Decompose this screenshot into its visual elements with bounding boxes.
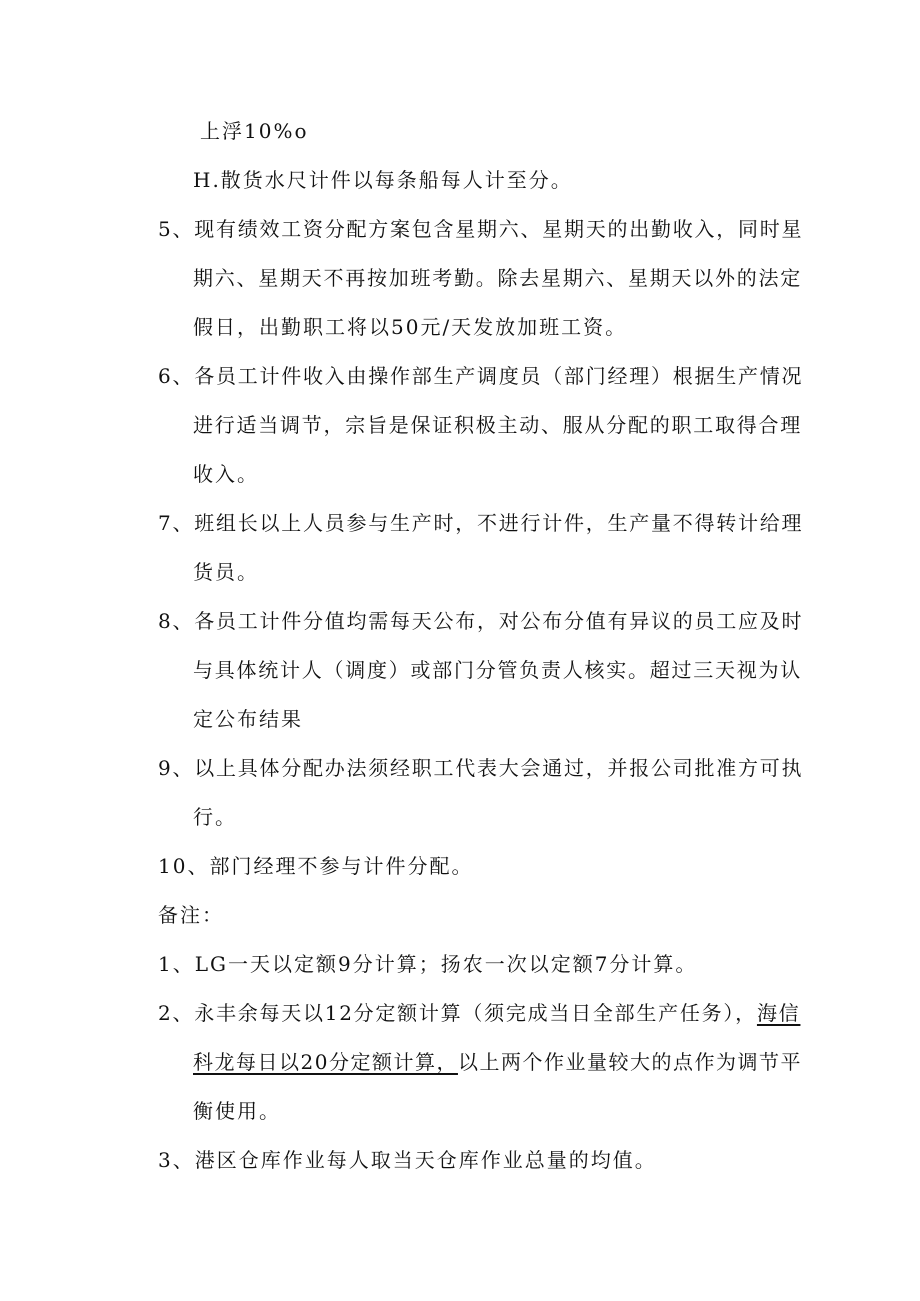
line-item-5-b: 期六、星期天不再按加班考勤。除去星期六、星期天以外的法定: [193, 266, 802, 290]
line-item-7-b: 货员。: [193, 560, 259, 584]
line-item-8-c: 定公布结果: [193, 707, 303, 731]
line-item-8-b: 与具体统计人（调度）或部门分管负责人核实。超过三天视为认: [193, 658, 802, 682]
line-item-10: 10、部门经理不参与计件分配。: [158, 854, 474, 878]
line-item-7-a: 7、班组长以上人员参与生产时，不进行计件，生产量不得转计给理: [158, 511, 804, 535]
line-remark-1: 1、LG一天以定额9分计算；扬农一次以定额7分计算。: [158, 952, 698, 976]
line-item-6-c: 收入。: [193, 462, 259, 486]
line-item-6-b: 进行适当调节，宗旨是保证积极主动、服从分配的职工取得合理: [193, 413, 802, 437]
line-item-6-a: 6、各员工计件收入由操作部生产调度员（部门经理）根据生产情况: [158, 364, 804, 388]
line-item-5-a: 5、现有绩效工资分配方案包含星期六、星期天的出勤收入，同时星: [158, 217, 804, 241]
line-item-9-b: 行。: [193, 805, 237, 829]
line-item-h: H.散货水尺计件以每条船每人计至分。: [193, 168, 573, 192]
line-item-9-a: 9、以上具体分配办法须经职工代表大会通过，并报公司批准方可执: [158, 756, 804, 780]
underlined-phrase: 科龙每日以20分定额计算，: [193, 1050, 458, 1074]
underlined-phrase: 海信: [756, 1001, 801, 1025]
line-remark-2-a: 2、永丰余每天以12分定额计算（须完成当日全部生产任务），海信: [158, 1001, 801, 1025]
line-remark-3: 3、港区仓库作业每人取当天仓库作业总量的均值。: [158, 1148, 657, 1172]
line-item-8-a: 8、各员工计件分值均需每天公布，对公布分值有异议的员工应及时: [158, 609, 804, 633]
line-item-5-c: 假日，出勤职工将以50元/天发放加班工资。: [193, 315, 628, 339]
line-remark-2-c: 衡使用。: [193, 1099, 281, 1123]
line-remark-2-b: 科龙每日以20分定额计算，以上两个作业量较大的点作为调节平: [193, 1050, 802, 1074]
line-up-float: 上浮10%o: [200, 119, 309, 143]
line-remarks-heading: 备注：: [158, 903, 224, 927]
